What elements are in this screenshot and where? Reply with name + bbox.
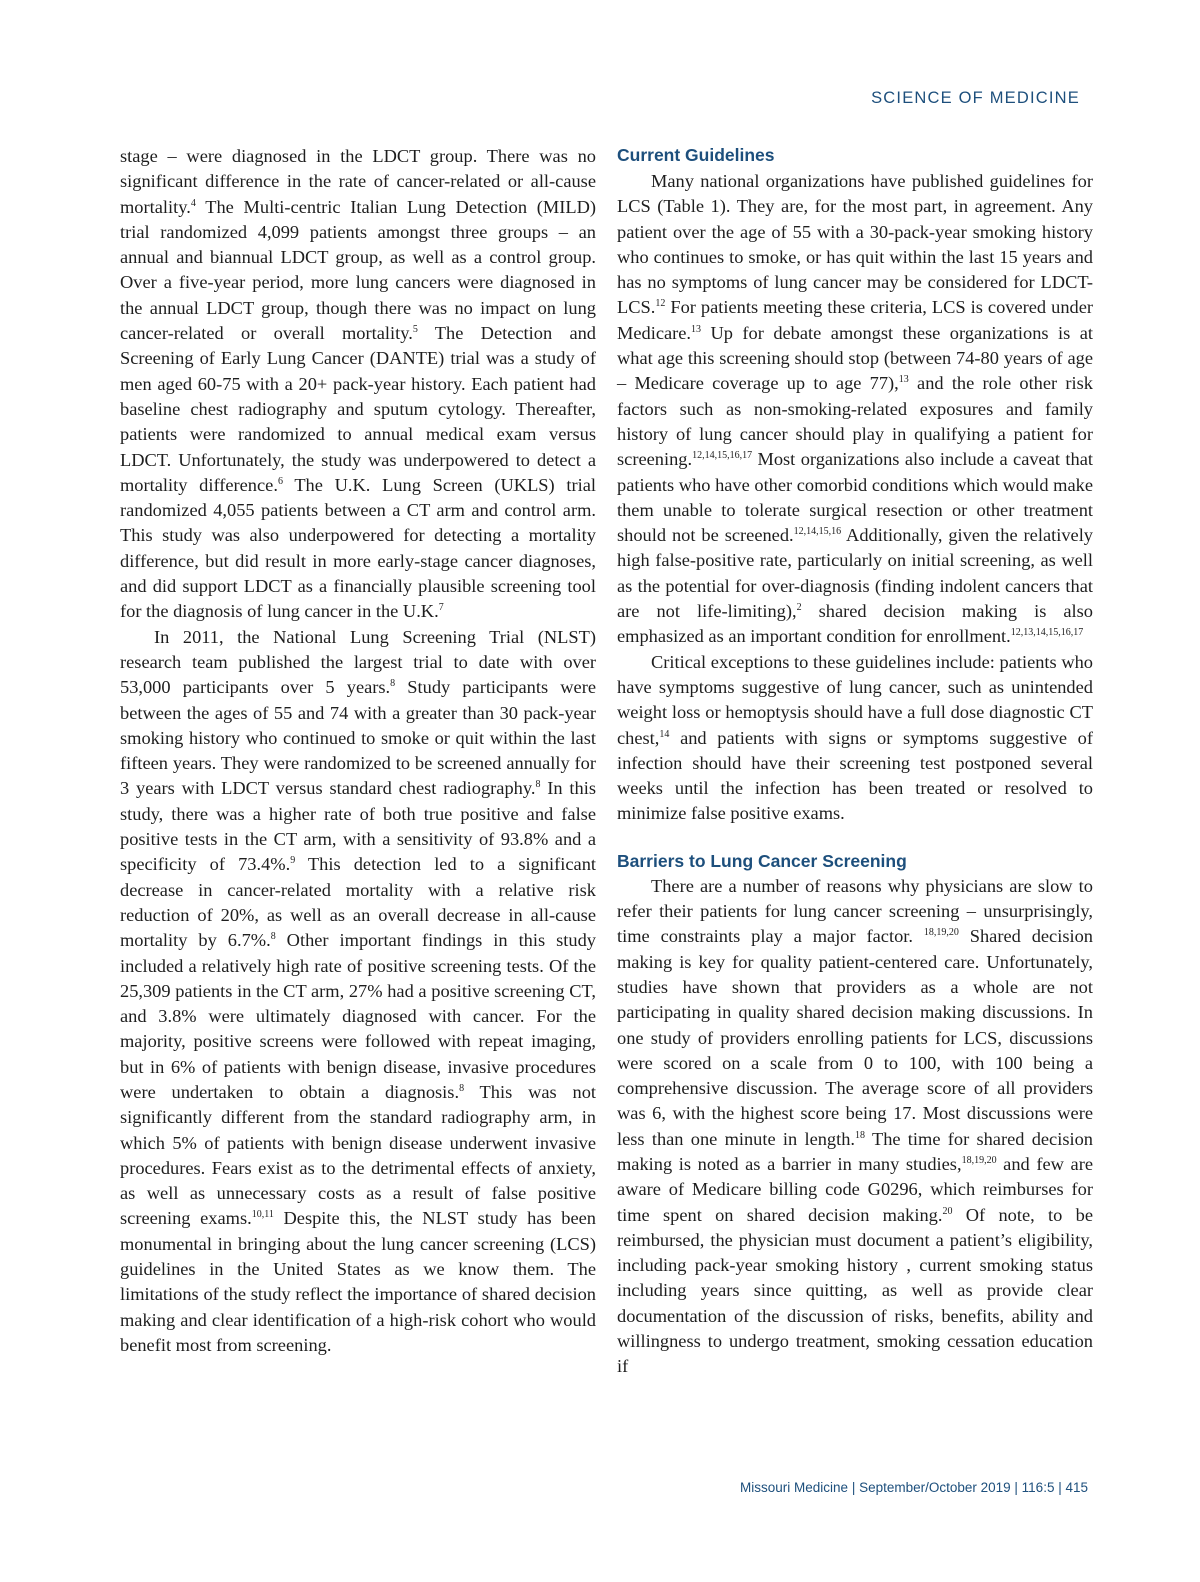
citation-reference: 18,19,20 <box>923 927 959 939</box>
citation-reference: 7 <box>438 602 444 614</box>
citation-reference: 13 <box>898 374 909 386</box>
paragraph-text: Of note, to be reimbursed, the physician must document a patient’s eligibility, including pack-year smoking history , current smoking status including years since quitting, as well as provide clear documentation of the discussion of risks, benefits, ability and willingness to undergo treatment, smoking cessation education if <box>617 1204 1093 1377</box>
left-column <box>120 144 596 1358</box>
running-head: SCIENCE OF MEDICINE <box>871 89 1080 107</box>
paragraph-text: There are a number of reasons why physicians are slow to refer their patients for lung cancer screening – unsurprisingly, time constraints play a major factor. <box>617 875 1093 947</box>
paragraph-text: Additionally, given the relatively high false-positive rate, particularly on initial screening, as well as the potential for over-diagnosis (finding indolent cancers that are not life-limiting), <box>617 525 1094 622</box>
paragraph-text: This detection led to a significant decrease in cancer-related mortality with a relative risk reduction of 20%, as well as an overall decrease in all-cause mortality by 6.7%. <box>120 854 596 951</box>
paragraph-text: For patients meeting these criteria, LCS is covered under Medicare. <box>617 297 1093 343</box>
paragraph-text: Up for debate amongst these organizations is at what age this screening should stop (between 74-80 years of age – Medicare coverage up to age 77), <box>617 322 1093 394</box>
section-heading: Current Guidelines <box>617 145 775 165</box>
paragraph-text: Many national organizations have published guidelines for LCS (Table 1). They are, for the most part, in agreement. Any patient over the age of 55 with a 30-pack-year smoking history who continues to smoke, or has quit within the last 15 years and has no symptoms of lung cancer may be considered for LDCT-LCS. <box>617 171 1093 318</box>
body-paragraph <box>617 874 1093 1380</box>
paragraph-text: The Detection and Screening of Early Lung Cancer (DANTE) trial was a study of men aged 60-75 with a 20+ pack-year history. Each patient had baseline chest radiography and sputum cytology. Thereafter, patients were randomized to annual medical exam versus LDCT. Unfortunately, the study was underpowered to detect a mortality difference. <box>120 323 596 495</box>
paragraph-text: and patients with signs or symptoms suggestive of infection should have their screening test postponed several weeks until the infection has been treated or resolved to minimize false positive exams. <box>617 727 1093 824</box>
paragraph-text: The U.K. Lung Screen (UKLS) trial randomized 4,055 patients between a CT arm and control arm. This study was also underpowered for detecting a mortality difference, but did result in more early-stage cancer diagnoses, and did support LDCT as a financially plausible screening tool for the diagnosis of lung cancer in the U.K. <box>120 474 596 622</box>
paragraph-text: Shared decision making is key for quality patient-centered care. Unfortunately, studies have shown that providers as a whole are not participating in quality shared decision making discussions. In one study of providers enrolling patients for LCS, discussions were scored on a scale from 0 to 100, with 100 being a comprehensive discussion. The average score of all providers was 6, with the highest score being 17. Most discussions were less than one minute in length. <box>617 926 1093 1149</box>
citation-reference: 13 <box>691 323 702 335</box>
page-footer: Missouri Medicine | September/October 2019 | 116:5 | 415 <box>740 1480 1088 1495</box>
citation-reference: 8 <box>535 779 541 791</box>
citation-reference: 6 <box>277 475 283 487</box>
body-paragraph <box>120 625 596 1359</box>
citation-reference: 5 <box>412 324 418 336</box>
paragraph-text: In this study, there was a higher rate of both true positive and false positive tests in the CT arm, with a sensitivity of 93.8% and a specificity of 73.4%. <box>120 778 596 875</box>
citation-reference: 8 <box>270 931 276 943</box>
paragraph-text: and the role other risk factors such as non-smoking-related exposures and family history of lung cancer should play in qualifying a patient for screening. <box>617 373 1093 470</box>
citation-reference: 12,14,15,16,17 <box>692 450 753 462</box>
paragraph-text: The time for shared decision making is noted as a barrier in many studies, <box>617 1128 1093 1174</box>
citation-reference: 8 <box>390 678 396 690</box>
paragraph-text: Other important findings in this study included a relatively high rate of positive screening tests. Of the 25,309 patients in the CT arm, 27% had a positive screening CT, and 3.8% were ultimately diagnosed with cancer. For the majority, positive screens were followed with repeat imaging, but in 6% of patients with benign disease, invasive procedures were undertaken to obtain a diagnosis. <box>120 930 596 1102</box>
paragraph-text: shared decision making is also emphasized as an important condition for enrollment. <box>617 601 1093 647</box>
citation-reference: 12,13,14,15,16,17 <box>1010 627 1084 639</box>
paragraph-text: This was not significantly different from the standard radiography arm, in which 5% of patients with benign disease underwent invasive procedures. Fears exist as to the detrimental effects of anxiety, as well as unnecessary costs as a result of false positive screening exams. <box>120 1081 596 1229</box>
body-paragraph <box>617 169 1093 650</box>
citation-reference: 9 <box>290 855 296 867</box>
citation-reference: 12 <box>655 298 666 310</box>
paragraph-text: stage – were diagnosed in the LDCT group. There was no significant difference in the rate of cancer-related or all-cause mortality. <box>120 146 596 217</box>
body-paragraph <box>120 144 596 625</box>
section-heading: Barriers to Lung Cancer Screening <box>617 850 907 871</box>
citation-reference: 2 <box>796 602 802 614</box>
paragraph-text: Despite this, the NLST study has been monumental in bringing about the lung cancer screening (LCS) guidelines in the United States as we know them. The limitations of the study reflect the importance of shared decision making and clear identification of a high-risk cohort who would benefit most from screening. <box>120 1208 596 1355</box>
paragraph-text: and few are aware of Medicare billing code G0296, which reimburses for time spent on shared decision making. <box>617 1153 1093 1225</box>
paragraph-text: The Multi-centric Italian Lung Detection (MILD) trial randomized 4,099 patients amongst three groups – an annual and biannual LDCT group, as well as a control group. Over a five-year period, more lung cancers were diagnosed in the annual LDCT group, though there was no impact on lung cancer-related or overall mortality. <box>120 196 596 344</box>
paragraph-text: Critical exceptions to these guidelines include: patients who have symptoms suggestive of lung cancer, such as unintended weight loss or hemoptysis should have a full dose diagnostic CT chest, <box>617 651 1093 748</box>
citation-reference: 8 <box>459 1082 465 1094</box>
citation-reference: 4 <box>190 197 196 209</box>
right-column <box>617 144 1093 1380</box>
citation-reference: 18,19,20 <box>961 1154 997 1166</box>
paragraph-text: Most organizations also include a caveat that patients who have other comorbid conditions which would make them unable to tolerate surgical resection or other treatment should not be screened. <box>617 449 1094 546</box>
citation-reference: 10,11 <box>251 1209 274 1221</box>
citation-reference: 20 <box>942 1205 953 1217</box>
citation-reference: 12,14,15,16 <box>793 526 842 538</box>
paragraph-text: Study participants were between the ages of 55 and 74 with a greater than 30 pack-year smoking history who continued to smoke or quit within the last fifteen years. They were randomized to be screened annually for 3 years with LDCT versus standard chest radiography. <box>120 677 596 799</box>
body-paragraph <box>617 650 1093 827</box>
citation-reference: 14 <box>659 728 670 740</box>
paragraph-text: In 2011, the National Lung Screening Trial (NLST) research team published the largest trial to date with over 53,000 participants over 5 years. <box>120 626 596 698</box>
citation-reference: 18 <box>855 1129 866 1141</box>
